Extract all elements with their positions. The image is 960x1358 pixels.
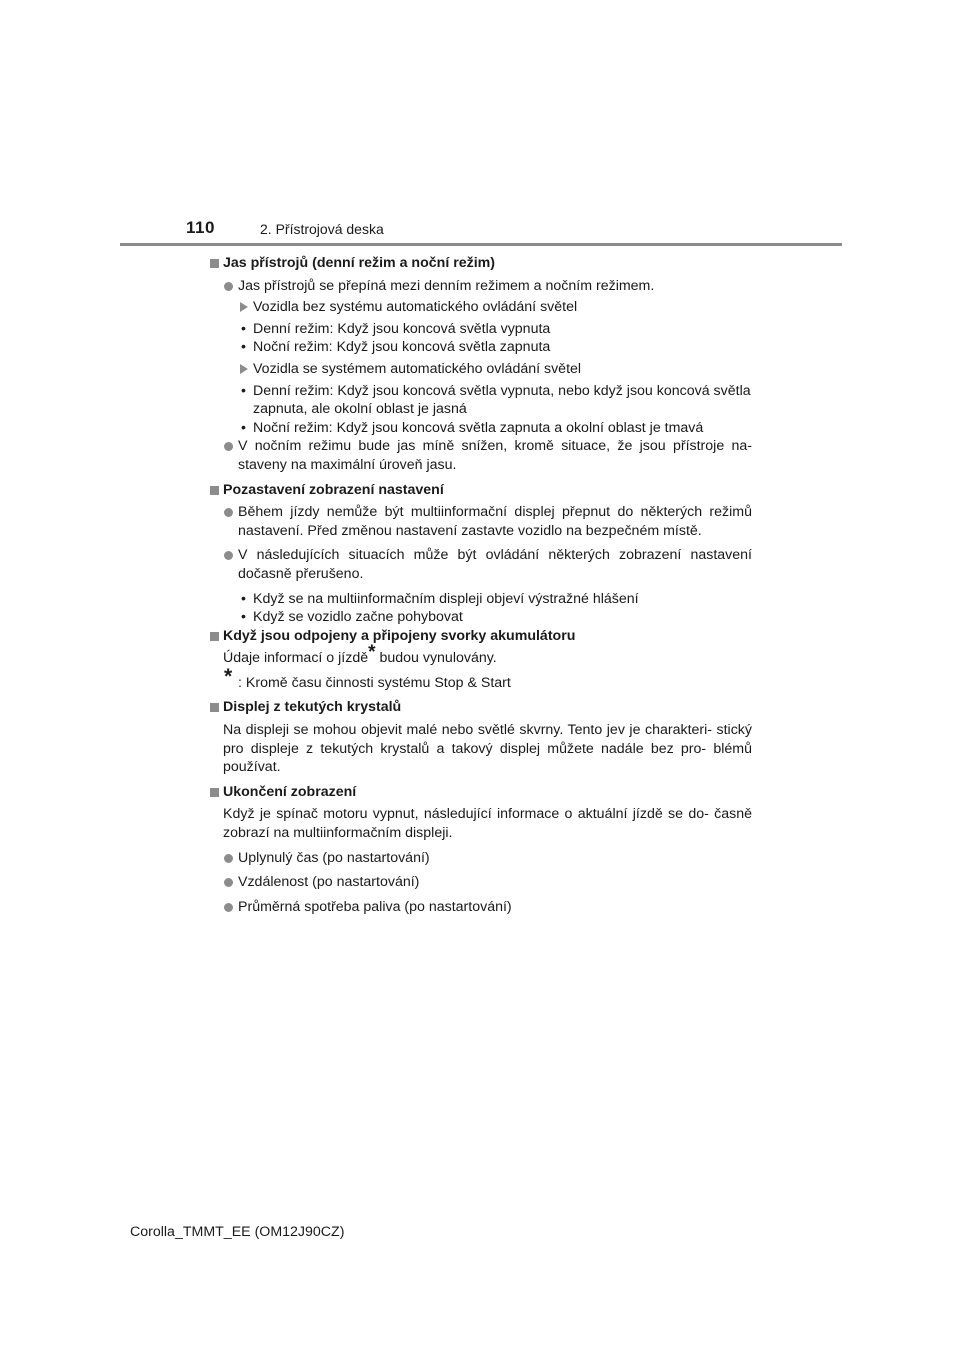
- sub-heading: Vozidla se systémem automatického ovládání světel: [210, 360, 752, 379]
- circle-bullet-icon: [224, 551, 233, 560]
- header-rule: [120, 243, 842, 246]
- body-text: Když je spínač motoru vypnut, následující informace o aktuální jízdě se do- časně zobrazí na multiinformačním displeji.: [223, 806, 752, 842]
- dot-item: • Denní režim: Když jsou koncová světla vypnuta: [241, 320, 551, 337]
- bullet-item: Průměrná spotřeba paliva (po nastartování): [210, 898, 752, 917]
- dot-item: • Noční režim: Když jsou koncová světla zapnuta a okolní oblast je tmavá: [241, 419, 704, 436]
- section-heading: Když jsou odpojeny a připojeny svorky akumulátoru: [210, 627, 752, 646]
- square-bullet-icon: [210, 259, 219, 268]
- bullet-item: V následujících situacích může být ovládání některých zobrazení nastavení dočasně přerušeno.: [210, 546, 752, 583]
- footnote: * : Kromě času činnosti systému Stop & Start: [224, 664, 511, 691]
- bullet-item: Během jízdy nemůže být multiinformační displej přepnut do některých režimů nastavení. Před změnou nastavení zastavte vozidlo na bezpečném místě.: [210, 503, 752, 540]
- square-bullet-icon: [210, 788, 219, 797]
- triangle-arrow-icon: [240, 364, 248, 374]
- square-bullet-icon: [210, 632, 219, 641]
- bullet-item: Vzdálenost (po nastartování): [210, 873, 752, 892]
- circle-bullet-icon: [224, 442, 233, 451]
- circle-bullet-icon: [224, 282, 233, 291]
- page-content: [210, 254, 752, 919]
- sub-heading: Vozidla bez systému automatického ovládání světel: [210, 298, 752, 317]
- dot-item: • Denní režim: Když jsou koncová světla vypnuta, nebo když jsou koncová světla zapnuta, ale okolní oblast je jasná: [241, 382, 751, 418]
- footnote-star: *: [368, 642, 376, 664]
- body-text: Na displeji se mohou objevit malé nebo světlé skvrny. Tento jev je charakteri- stický pro displeje z tekutých krystalů a takový displej můžete nadále bez pro- blémů používat.: [223, 722, 752, 776]
- section-heading: Ukončení zobrazení: [210, 783, 752, 802]
- bullet-item: Jas přístrojů se přepíná mezi denním režimem a nočním režimem.: [210, 277, 752, 296]
- bullet-item: V nočním režimu bude jas míně snížen, kromě situace, že jsou přístroje na- staveny na maximální úroveň jasu.: [210, 437, 752, 474]
- circle-bullet-icon: [224, 508, 233, 517]
- dot-item: • Když se vozidlo začne pohybovat: [241, 609, 463, 626]
- section-heading: Jas přístrojů (denní režim a noční režim): [210, 254, 752, 273]
- circle-bullet-icon: [224, 854, 233, 863]
- chapter-title: 2. Přístrojová deska: [260, 221, 384, 237]
- page-number: 110: [186, 218, 215, 237]
- section-heading: Pozastavení zobrazení nastavení: [210, 481, 752, 500]
- body-text: Údaje informací o jízdě* budou vynulovány.: [223, 642, 497, 667]
- page-header: [0, 0, 960, 250]
- bullet-item: Uplynulý čas (po nastartování): [210, 849, 752, 868]
- section-heading: Displej z tekutých krystalů: [210, 698, 752, 717]
- triangle-arrow-icon: [240, 302, 248, 312]
- dot-item: • Noční režim: Když jsou koncová světla zapnuta: [241, 339, 551, 356]
- footnote-star: *: [224, 664, 233, 688]
- circle-bullet-icon: [224, 903, 233, 912]
- page-footer: Corolla_TMMT_EE (OM12J90CZ): [130, 1224, 345, 1240]
- circle-bullet-icon: [224, 878, 233, 887]
- dot-item: • Když se na multiinformačním displeji objeví výstražné hlášení: [241, 590, 639, 607]
- square-bullet-icon: [210, 486, 219, 495]
- square-bullet-icon: [210, 703, 219, 712]
